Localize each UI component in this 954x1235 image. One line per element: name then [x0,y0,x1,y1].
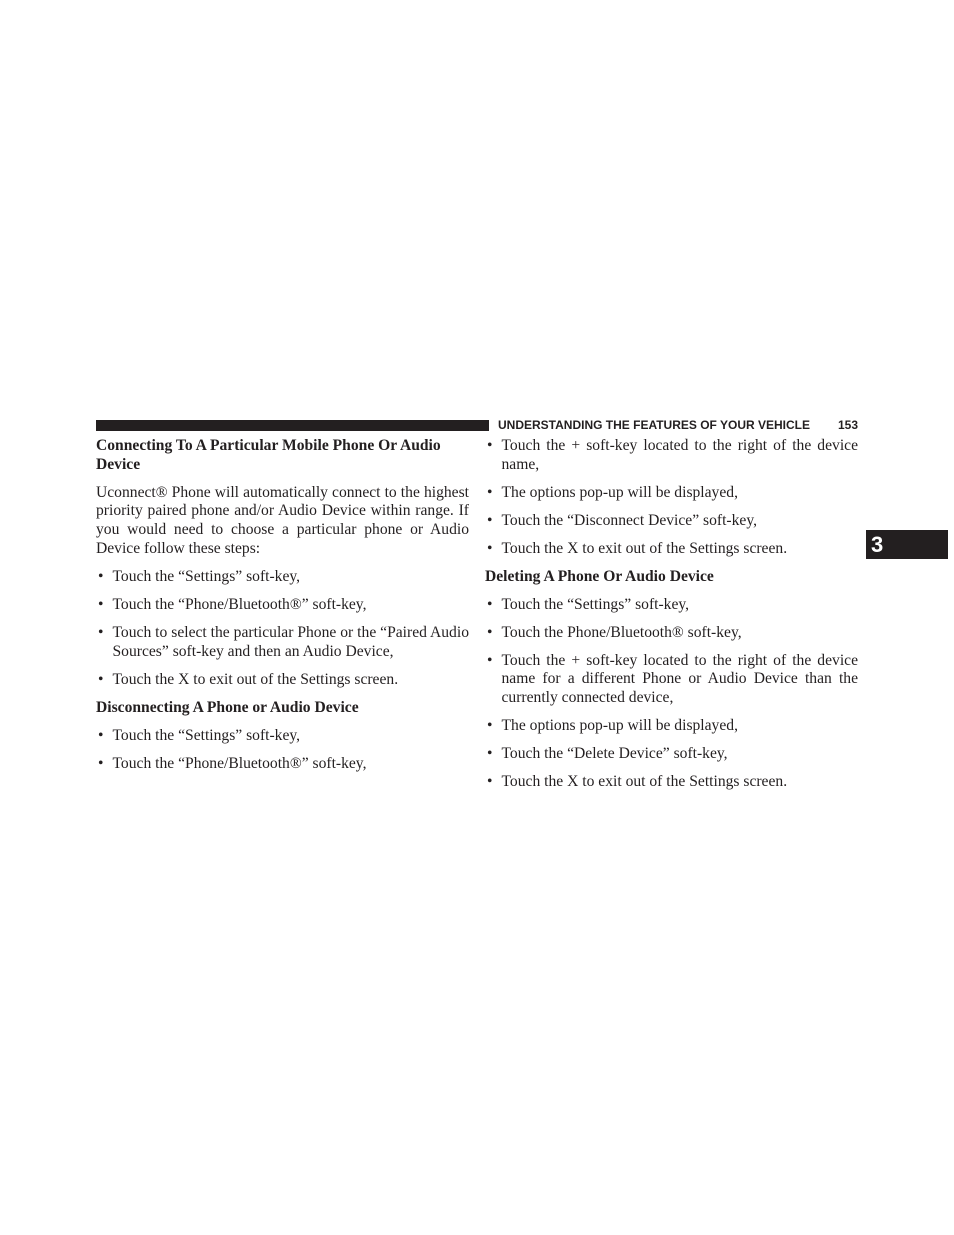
left-column [96,437,469,783]
heading-connecting: Connecting To A Particular Mobile Phone Or Audio Device [96,437,441,473]
delete-steps-list [485,596,858,792]
list-item: • Touch the X to exit out of the Settings screen. [485,540,858,559]
list-item: • The options pop-up will be displayed, [485,717,858,736]
section-title: UNDERSTANDING THE FEATURES OF YOUR VEHICLE [498,418,811,432]
connect-steps-list [96,568,469,689]
running-header [498,417,858,433]
list-item: • Touch the “Settings” soft-key, [96,568,469,587]
list-item: • Touch the “Settings” soft-key, [485,596,858,615]
header-rule [96,420,489,431]
list-item: • Touch the + soft-key located to the right of the device name, [485,437,858,474]
list-item: • Touch the “Settings” soft-key, [96,727,469,746]
list-item: • Touch the “Delete Device” soft-key, [485,745,858,764]
list-item: • Touch the X to exit out of the Settings screen. [485,773,858,792]
list-item: • The options pop-up will be displayed, [485,484,858,503]
disconnect-steps-list [96,727,469,774]
heading-disconnecting: Disconnecting A Phone or Audio Device [96,698,359,716]
list-item: • Touch the + soft-key located to the right of the device name for a different Phone or Audio Device than the currently connected device, [485,652,858,708]
chapter-tab: 3 [866,530,948,559]
list-item: • Touch to select the particular Phone or the “Paired Audio Sources” soft-key and then an Audio Device, [96,624,469,661]
list-item: • Touch the Phone/Bluetooth® soft-key, [485,624,858,643]
list-item: • Touch the “Phone/Bluetooth®” soft-key, [96,596,469,615]
page-number: 153 [837,418,858,432]
right-column [485,437,858,801]
list-item: • Touch the “Disconnect Device” soft-key, [485,512,858,531]
list-item: • Touch the “Phone/Bluetooth®” soft-key, [96,755,469,774]
disconnect-steps-cont-list [485,437,858,558]
intro-paragraph: Uconnect® Phone will automatically connect to the highest priority paired phone and/or Audio Device within range. If you would need to choose a particular phone or Audio Device follow these steps: [96,483,469,557]
list-item: • Touch the X to exit out of the Settings screen. [96,671,469,690]
heading-deleting: Deleting A Phone Or Audio Device [485,567,714,585]
